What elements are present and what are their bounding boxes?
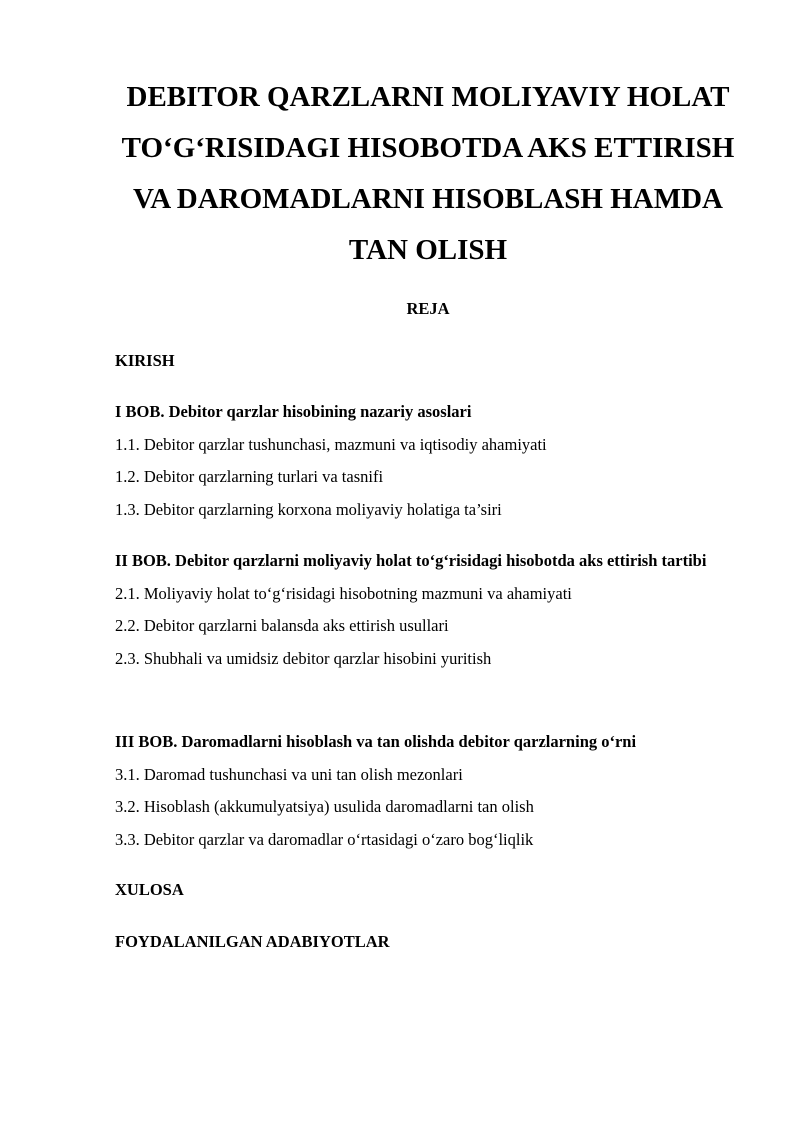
chapter-heading: III BOB. Daromadlarni hisoblash va tan olishda debitor qarzlarning o‘rni (115, 732, 637, 751)
title-line: TAN OLISH (348, 234, 508, 266)
intro-heading: KIRISH (115, 351, 175, 370)
chapter-2 (115, 545, 745, 675)
plan-item: 2.1. Moliyaviy holat to‘g‘risidagi hisobotning mazmuni va ahamiyati (115, 583, 572, 603)
references-heading: FOYDALANILGAN ADABIYOTLAR (115, 932, 390, 951)
plan-item: 3.3. Debitor qarzlar va daromadlar o‘rtasidagi o‘zaro bog‘liqlik (115, 829, 534, 849)
chapter-3 (115, 726, 745, 856)
plan-item: 1.3. Debitor qarzlarning korxona moliyaviy holatiga ta’siri (115, 499, 502, 519)
chapter-1 (115, 396, 745, 526)
plan-item: 2.2. Debitor qarzlarni balansda aks ettirish usullari (115, 616, 449, 635)
plan-item: 1.2. Debitor qarzlarning turlari va tasnifi (115, 467, 384, 486)
title-line: TO‘G‘RISIDAGI HISOBOTDA AKS ETTIRISH (121, 132, 735, 164)
plan-item: 3.1. Daromad tushunchasi va uni tan olish mezonlari (115, 764, 463, 784)
document-title (90, 72, 766, 276)
chapter-heading: I BOB. Debitor qarzlar hisobining nazariy asoslari (115, 402, 472, 421)
title-line: DEBITOR QARZLARNI MOLIYAVIY HOLAT (126, 81, 730, 113)
chapter-heading: II BOB. Debitor qarzlarni moliyaviy holat to‘g‘risidagi hisobotda aks ettirish tartibi (115, 551, 707, 570)
conclusion-heading: XULOSA (115, 880, 184, 899)
plan-item: 1.1. Debitor qarzlar tushunchasi, mazmuni va iqtisodiy ahamiyati (115, 434, 547, 454)
plan-heading: REJA (406, 299, 450, 318)
title-line: VA DAROMADLARNI HISOBLASH HAMDA (133, 183, 723, 215)
plan-item: 3.2. Hisoblash (akkumulyatsiya) usulida daromadlarni tan olish (115, 797, 534, 816)
plan-item: 2.3. Shubhali va umidsiz debitor qarzlar hisobini yuritish (115, 648, 492, 668)
